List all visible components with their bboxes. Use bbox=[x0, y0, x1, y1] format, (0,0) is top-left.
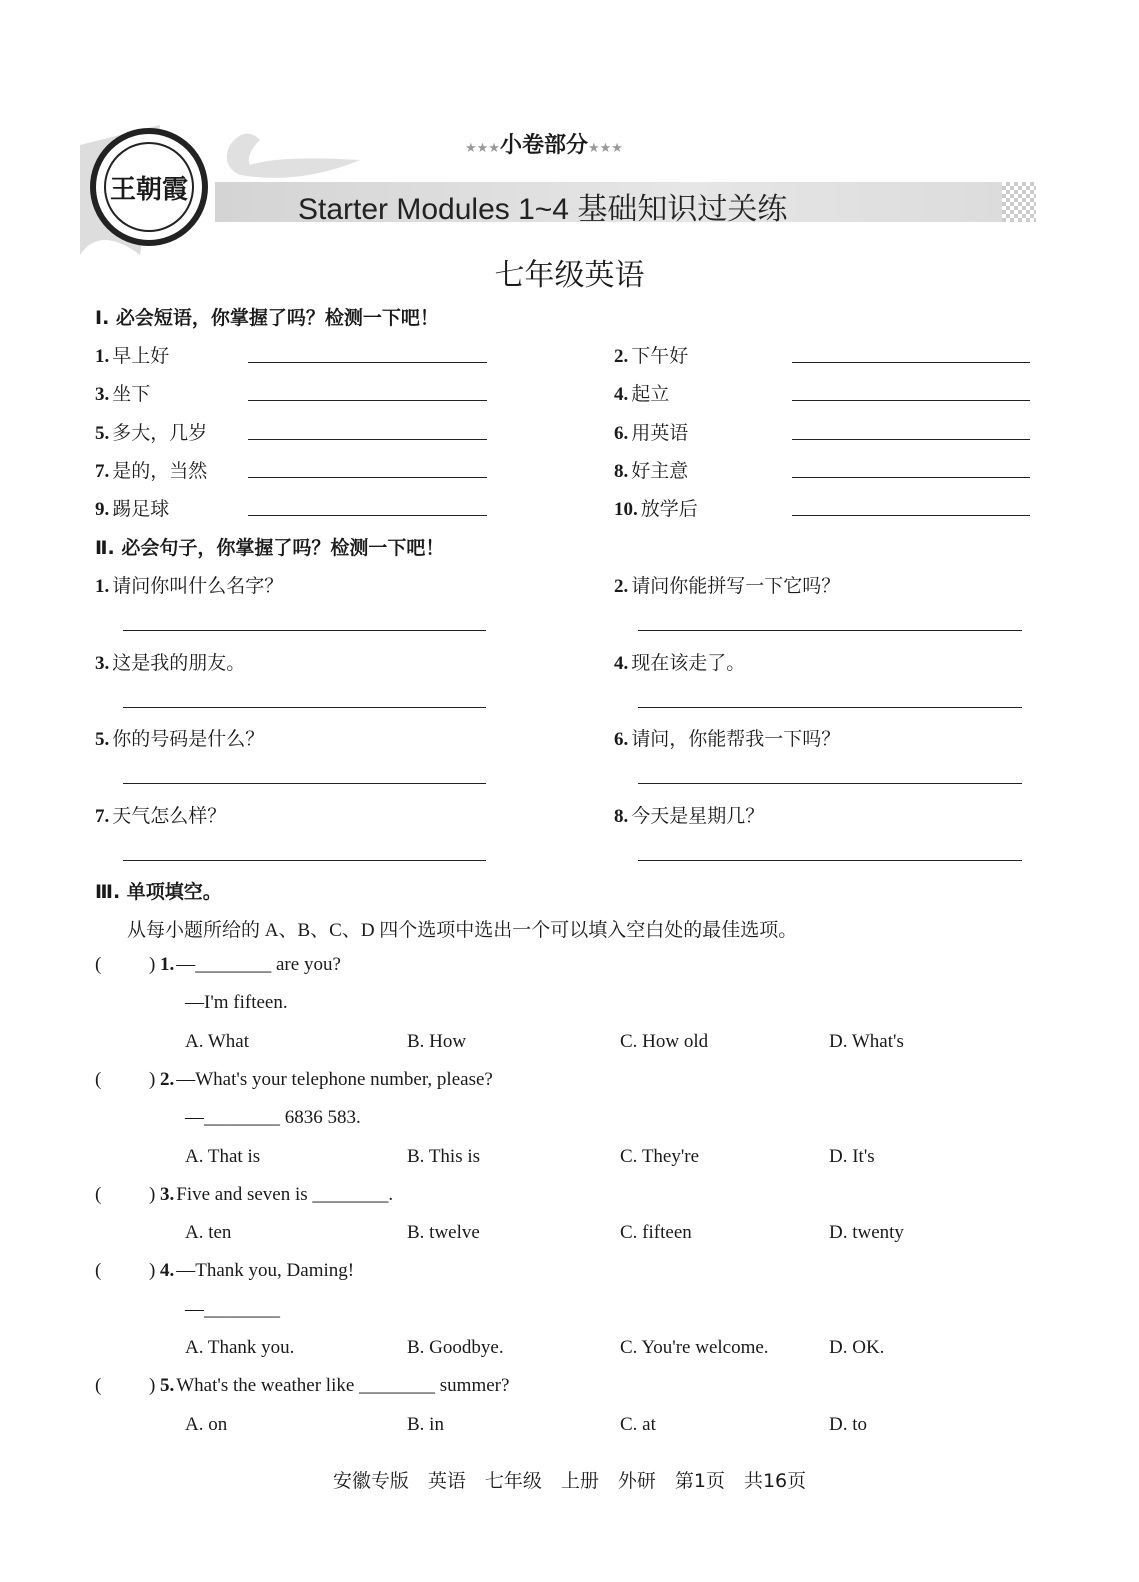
answer-blank[interactable] bbox=[792, 400, 1030, 401]
item-prompt: 放学后 bbox=[640, 499, 698, 521]
sentence-item bbox=[95, 801, 226, 828]
item-number: 6. bbox=[614, 422, 629, 444]
sentence-item bbox=[614, 648, 745, 675]
item-number: 8. bbox=[614, 460, 629, 482]
answer-paren-open[interactable]: ( bbox=[95, 1068, 102, 1090]
answer-line[interactable] bbox=[638, 630, 1022, 631]
question-number: 5. bbox=[160, 1375, 175, 1397]
item-prompt: 请问你能拼写一下它吗？ bbox=[631, 576, 841, 597]
item-prompt: 起立 bbox=[631, 384, 670, 406]
section-heading: Ⅱ. 必会句子，你掌握了吗？检测一下吧！ bbox=[95, 537, 445, 559]
item-number: 7. bbox=[95, 806, 110, 828]
phrase-item bbox=[95, 456, 207, 483]
item-prompt: 这是我的朋友。 bbox=[112, 652, 246, 674]
option[interactable]: B. Goodbye. bbox=[407, 1337, 504, 1358]
item-number: 3. bbox=[95, 384, 110, 406]
option[interactable]: A. ten bbox=[185, 1222, 232, 1244]
option[interactable]: D. to bbox=[829, 1413, 867, 1435]
item-number: 5. bbox=[95, 729, 110, 751]
page-title: Starter Modules 1~4 基础知识过关练 bbox=[298, 193, 788, 226]
question-number: 3. bbox=[160, 1183, 175, 1205]
answer-paren-open[interactable]: ( bbox=[95, 1183, 102, 1205]
option[interactable]: C. How old bbox=[620, 1030, 709, 1052]
option[interactable]: A. on bbox=[185, 1413, 228, 1435]
phrase-item bbox=[95, 379, 150, 406]
answer-paren-close: ) bbox=[149, 954, 156, 975]
phrase-item bbox=[614, 494, 698, 521]
question-reply: —I'm fifteen. bbox=[185, 992, 288, 1014]
question-stem bbox=[160, 1069, 493, 1091]
phrase-item bbox=[614, 418, 688, 445]
sentence-item bbox=[614, 724, 840, 751]
answer-line[interactable] bbox=[638, 860, 1022, 861]
question-stem bbox=[160, 1375, 509, 1397]
item-number: 4. bbox=[614, 384, 629, 406]
option[interactable]: A. Thank you. bbox=[185, 1337, 295, 1358]
item-number: 2. bbox=[614, 576, 629, 597]
question-number: 1. bbox=[160, 954, 175, 975]
answer-line[interactable] bbox=[638, 783, 1022, 784]
banner-pattern bbox=[1002, 182, 1036, 222]
question-number: 2. bbox=[160, 1068, 175, 1090]
item-prompt: 请问你叫什么名字？ bbox=[112, 576, 284, 597]
item-number: 1. bbox=[95, 576, 110, 597]
answer-blank[interactable] bbox=[792, 439, 1030, 440]
question-text: What's the weather like ________ summer? bbox=[176, 1375, 510, 1397]
question-text: —________ are you? bbox=[176, 954, 341, 975]
sentence-item bbox=[614, 571, 840, 598]
item-prompt: 下午好 bbox=[631, 346, 689, 367]
item-prompt: 现在该走了。 bbox=[631, 652, 746, 674]
answer-line[interactable] bbox=[638, 707, 1022, 708]
answer-paren-close: ) bbox=[149, 1068, 156, 1090]
answer-blank[interactable] bbox=[248, 439, 487, 440]
item-prompt: 好主意 bbox=[631, 460, 689, 482]
phrase-item bbox=[95, 341, 169, 368]
question-stem bbox=[160, 954, 341, 976]
option[interactable]: A. That is bbox=[185, 1145, 261, 1167]
subtitle: 七年级英语 bbox=[494, 258, 645, 293]
kicker bbox=[465, 128, 623, 159]
item-prompt: 请问，你能帮我一下吗？ bbox=[631, 729, 841, 751]
answer-blank[interactable] bbox=[792, 477, 1030, 478]
option[interactable]: A. What bbox=[185, 1030, 250, 1052]
phrase-item bbox=[614, 379, 669, 406]
phrase-item bbox=[614, 456, 688, 483]
phrase-item bbox=[614, 341, 688, 368]
item-number: 5. bbox=[95, 422, 110, 444]
question-reply: —________ bbox=[185, 1298, 280, 1320]
answer-paren-open[interactable]: ( bbox=[95, 954, 102, 975]
item-number: 6. bbox=[614, 729, 629, 751]
option[interactable]: D. What's bbox=[829, 1030, 904, 1052]
item-prompt: 你的号码是什么？ bbox=[112, 729, 265, 751]
sentence-item bbox=[614, 801, 764, 828]
question-text: Five and seven is ________. bbox=[176, 1183, 394, 1205]
answer-line[interactable] bbox=[123, 707, 486, 708]
answer-paren-open[interactable]: ( bbox=[95, 1260, 102, 1282]
answer-blank[interactable] bbox=[792, 515, 1030, 516]
question-reply: —________ 6836 583. bbox=[185, 1107, 361, 1129]
sentence-item bbox=[95, 648, 245, 675]
option[interactable]: C. at bbox=[620, 1413, 656, 1435]
item-number: 4. bbox=[614, 652, 629, 674]
item-prompt: 用英语 bbox=[631, 422, 689, 444]
option[interactable]: B. This is bbox=[407, 1145, 481, 1167]
item-number: 3. bbox=[95, 652, 110, 674]
item-number: 8. bbox=[614, 806, 629, 828]
item-prompt: 今天是星期几？ bbox=[631, 806, 765, 828]
answer-blank[interactable] bbox=[248, 477, 487, 478]
answer-blank[interactable] bbox=[792, 362, 1030, 363]
answer-blank[interactable] bbox=[248, 400, 487, 401]
section-heading: Ⅰ. 必会短语，你掌握了吗？检测一下吧！ bbox=[95, 307, 439, 329]
answer-paren-close: ) bbox=[149, 1375, 156, 1397]
option[interactable]: B. How bbox=[407, 1030, 467, 1052]
answer-line[interactable] bbox=[123, 783, 486, 784]
item-prompt: 坐下 bbox=[112, 384, 151, 406]
phrase-item bbox=[95, 418, 207, 445]
item-number: 7. bbox=[95, 460, 110, 482]
question-stem bbox=[160, 1184, 393, 1206]
star-icon: ★★★ bbox=[587, 141, 623, 156]
item-prompt: 天气怎么样？ bbox=[112, 806, 227, 828]
option[interactable]: B. in bbox=[407, 1413, 444, 1435]
item-prompt: 是的，当然 bbox=[112, 460, 208, 482]
answer-paren-close: ) bbox=[149, 1183, 156, 1205]
section-heading: Ⅲ. 单项填空。 bbox=[95, 881, 222, 903]
answer-paren-close: ) bbox=[149, 1260, 156, 1282]
option[interactable]: D. It's bbox=[829, 1145, 875, 1167]
item-prompt: 踢足球 bbox=[112, 499, 170, 521]
kicker-text: 小卷部分 bbox=[499, 133, 588, 158]
item-number: 9. bbox=[95, 499, 110, 521]
item-prompt: 早上好 bbox=[112, 346, 170, 367]
option[interactable]: B. twelve bbox=[407, 1222, 480, 1244]
question-text: —Thank you, Daming! bbox=[176, 1260, 355, 1282]
option[interactable]: C. fifteen bbox=[620, 1222, 692, 1244]
question-number: 4. bbox=[160, 1260, 175, 1282]
item-number: 1. bbox=[95, 346, 110, 367]
option[interactable]: D. OK. bbox=[829, 1337, 885, 1358]
star-icon: ★★★ bbox=[465, 141, 500, 156]
answer-line[interactable] bbox=[123, 630, 486, 631]
instruction: 从每小题所给的 A、B、C、D 四个选项中选出一个可以填入空白处的最佳选项。 bbox=[127, 920, 798, 941]
answer-line[interactable] bbox=[123, 860, 486, 861]
footer: 安徽专版 英语 七年级 上册 外研 第1页 共16页 bbox=[332, 1470, 807, 1492]
option[interactable]: C. They're bbox=[620, 1145, 700, 1167]
item-number: 10. bbox=[614, 499, 638, 521]
answer-blank[interactable] bbox=[248, 362, 487, 363]
answer-blank[interactable] bbox=[248, 515, 487, 516]
question-stem bbox=[160, 1260, 354, 1282]
item-number: 2. bbox=[614, 346, 629, 367]
item-prompt: 多大，几岁 bbox=[112, 422, 208, 444]
answer-paren-open[interactable]: ( bbox=[95, 1375, 102, 1397]
publisher-logo bbox=[90, 128, 208, 246]
option[interactable]: C. You're welcome. bbox=[620, 1337, 769, 1358]
option[interactable]: D. twenty bbox=[829, 1222, 904, 1244]
sentence-item bbox=[95, 724, 264, 751]
question-text: —What's your telephone number, please? bbox=[176, 1068, 493, 1090]
sentence-item bbox=[95, 571, 283, 598]
logo-text: 王朝霞 bbox=[104, 142, 194, 232]
phrase-item bbox=[95, 494, 169, 521]
